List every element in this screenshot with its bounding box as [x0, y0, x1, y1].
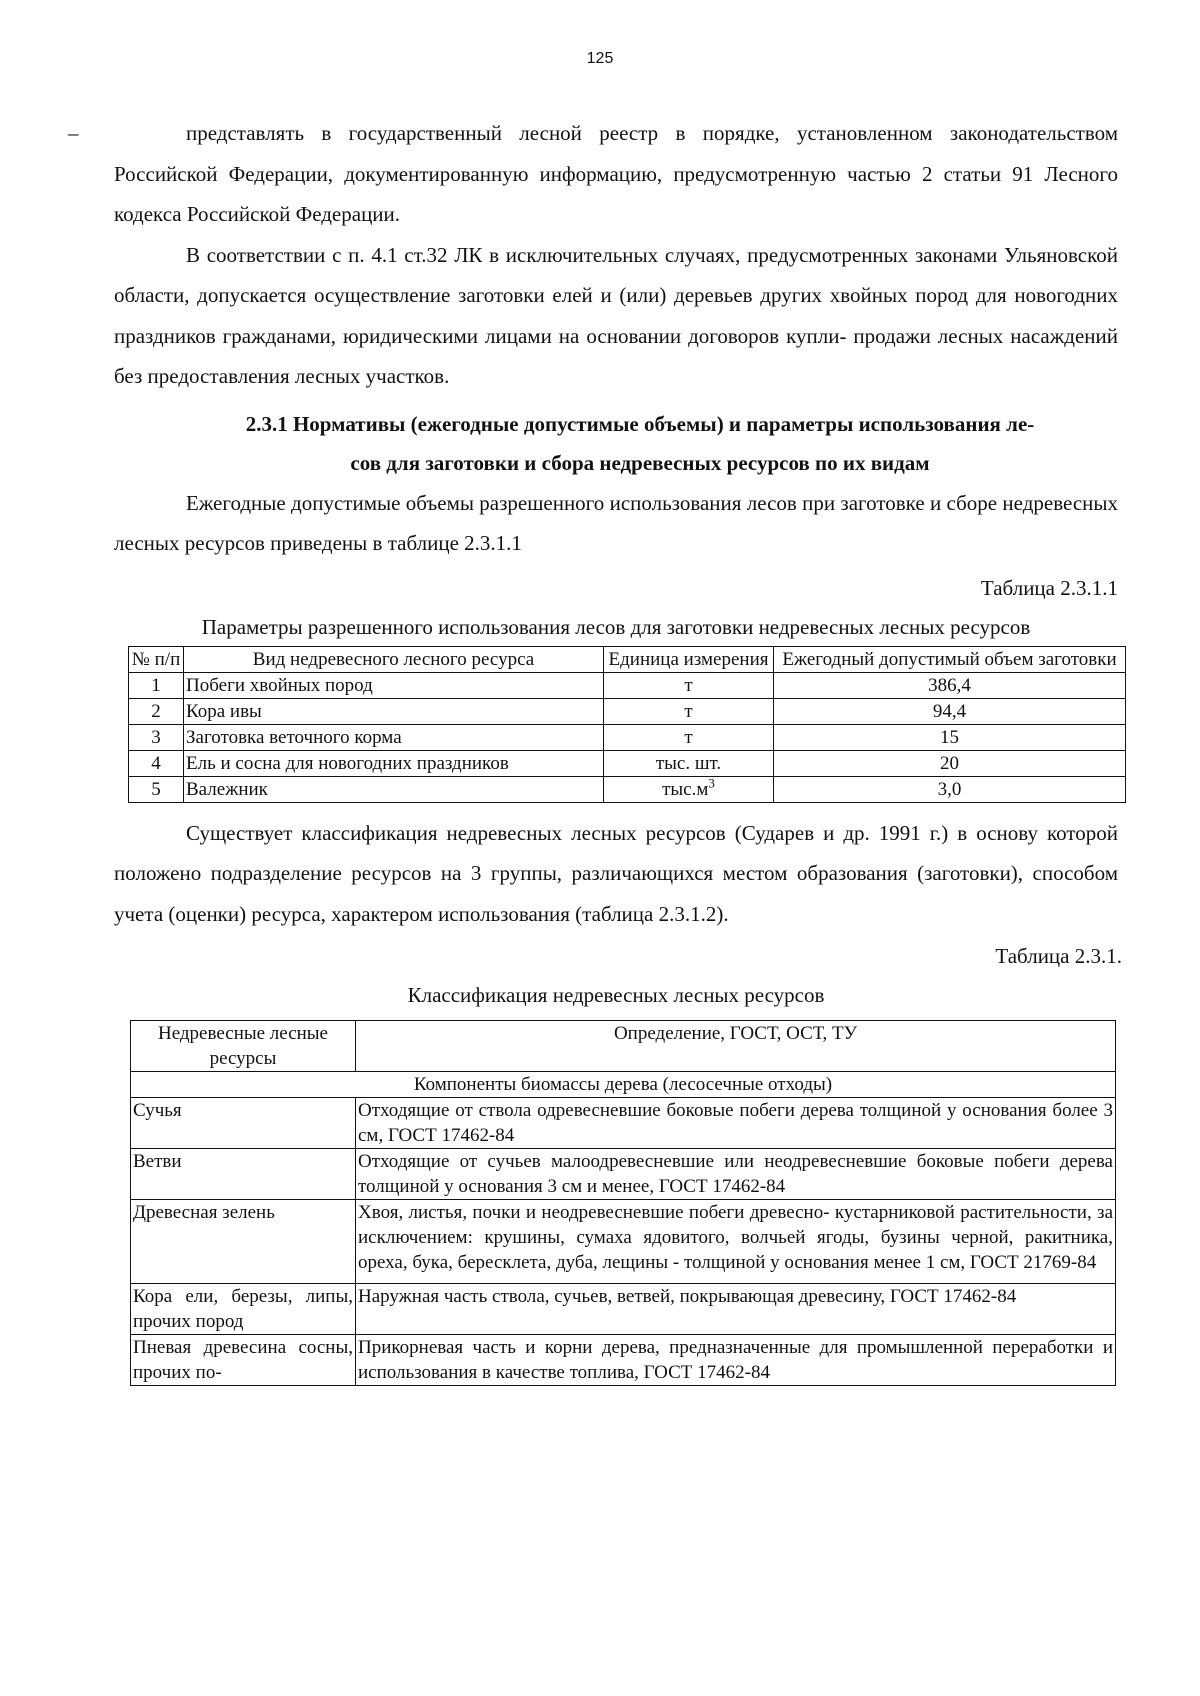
paragraph-3: Ежегодные допустимые объемы разрешенного использования лесов при заготовке и сборе недревесных лесных ресурсов приведены в таблице 2.3.1.1 [114, 490, 1118, 555]
classification-table [130, 1020, 1116, 1386]
table-2-label: Таблица 2.3.1. [995, 944, 1122, 968]
page-content [68, 113, 1122, 1386]
header-unit: Единица измерения [604, 646, 774, 672]
cell-volume: 94,4 [774, 698, 1126, 724]
cell-num: 3 [129, 724, 184, 750]
header-volume: Ежегодный допустимый объем заготовки [774, 646, 1126, 672]
section-heading-line-1: 2.3.1 Нормативы (ежегодные допустимые объемы) и параметры использования ле- [245, 411, 1035, 436]
group-title: Компоненты биомассы дерева (лесосечные отходы) [131, 1072, 1116, 1098]
cell-definition: Хвоя, листья, почки и неодревесневшие побеги древесно- кустарниковой растительности, за исключением: крушины, сумаха ядовитого, волчьей ягоды, бузины черной, ракитника, ореха, бука, бересклета, дуба, лещины - толщиной у основания менее 1 см, ГОСТ 21769-84 [356, 1200, 1116, 1284]
header-definition: Определение, ГОСТ, ОСТ, ТУ [356, 1021, 1116, 1072]
params-table-header-row [129, 646, 1126, 672]
cell-unit: т [604, 672, 774, 698]
cell-num: 2 [129, 698, 184, 724]
cell-kind: Ель и сосна для новогодних праздников [184, 750, 604, 776]
cell-volume: 386,4 [774, 672, 1126, 698]
table-row [129, 698, 1126, 724]
table-1-label: Таблица 2.3.1.1 [980, 575, 1118, 600]
params-table [128, 646, 1126, 803]
section-heading [114, 405, 1118, 483]
cell-unit [604, 776, 774, 802]
cell-kind: Валежник [184, 776, 604, 802]
table-row [131, 1284, 1116, 1335]
header-resource-name: Недревесные лесные ресурсы [131, 1021, 356, 1072]
cell-unit: т [604, 724, 774, 750]
page-number: 125 [586, 50, 614, 67]
cell-num: 1 [129, 672, 184, 698]
cell-kind: Заготовка веточного корма [184, 724, 604, 750]
cell-volume: 15 [774, 724, 1126, 750]
cell-resource-name: Пневая древесина сосны, прочих по- [131, 1335, 356, 1386]
header-num: № п/п [129, 646, 184, 672]
unit-superscript: 3 [708, 775, 715, 791]
cell-definition: Прикорневая часть и корни дерева, предназначенные для промышленной переработки и использования в качестве топлива, ГОСТ 17462-84 [356, 1335, 1116, 1386]
cell-resource-name: Ветви [131, 1149, 356, 1200]
cell-kind: Побеги хвойных пород [184, 672, 604, 698]
list-item-dash [68, 113, 1118, 235]
table-row [131, 1335, 1116, 1386]
paragraph-4: Существует классификация недревесных лесных ресурсов (Сударев и др. 1991 г.) в основу которой положено подразделение ресурсов на 3 группы, различающихся местом образования (заготовки), способом учета (оценки) ресурса, характером использования (таблица 2.3.1.2). [114, 820, 1118, 926]
cell-unit: тыс. шт. [604, 750, 774, 776]
classification-table-header-row [131, 1021, 1116, 1072]
cell-num: 4 [129, 750, 184, 776]
paragraph-2: В соответствии с п. 4.1 ст.32 ЛК в исключительных случаях, предусмотренных законами Ульяновской области, допускается осуществление заготовки елей и (или) деревьев других хвойных пород для новогодних праздников гражданами, юридическими лицами на основании договоров купли- продажи лесных насаждений без предоставления лесных участков. [114, 242, 1118, 388]
dash-marker: – [68, 121, 79, 145]
table-row [129, 724, 1126, 750]
cell-resource-name: Сучья [131, 1098, 356, 1149]
paragraph-1-text: представлять в государственный лесной реестр в порядке, установленном законодательством Российской Федерации, документированную информацию, предусмотренную частью 2 статьи 91 Лесного кодекса Российской Федерации. [114, 121, 1118, 226]
table-row [129, 672, 1126, 698]
header-kind: Вид недревесного лесного ресурса [184, 646, 604, 672]
cell-definition: Наружная часть ствола, сучьев, ветвей, покрывающая древесину, ГОСТ 17462-84 [356, 1284, 1116, 1335]
group-row [131, 1072, 1116, 1098]
cell-resource-name: Кора ели, березы, липы, прочих пород [131, 1284, 356, 1335]
cell-resource-name: Древесная зелень [131, 1200, 356, 1284]
cell-volume: 3,0 [774, 776, 1126, 802]
table-row [131, 1149, 1116, 1200]
table-2-caption: Классификация недревесных лесных ресурсов [407, 983, 825, 1007]
cell-unit: т [604, 698, 774, 724]
unit-text: тыс.м [662, 778, 709, 800]
table-row [131, 1200, 1116, 1284]
table-row [131, 1098, 1116, 1149]
table-row [129, 750, 1126, 776]
table-1-caption: Параметры разрешенного использования лесов для заготовки недревесных лесных ресурсов [201, 614, 1031, 639]
table-row [129, 776, 1126, 802]
section-heading-line-2: сов для заготовки и сбора недревесных ресурсов по их видам [350, 450, 930, 475]
cell-definition: Отходящие от ствола одревесневшие боковые побеги дерева толщиной у основания более 3 см, ГОСТ 17462-84 [356, 1098, 1116, 1149]
cell-num: 5 [129, 776, 184, 802]
cell-volume: 20 [774, 750, 1126, 776]
cell-definition: Отходящие от сучьев малоодревесневшие или неодревесневшие боковые побеги дерева толщиной у основания 3 см и менее, ГОСТ 17462-84 [356, 1149, 1116, 1200]
cell-kind: Кора ивы [184, 698, 604, 724]
